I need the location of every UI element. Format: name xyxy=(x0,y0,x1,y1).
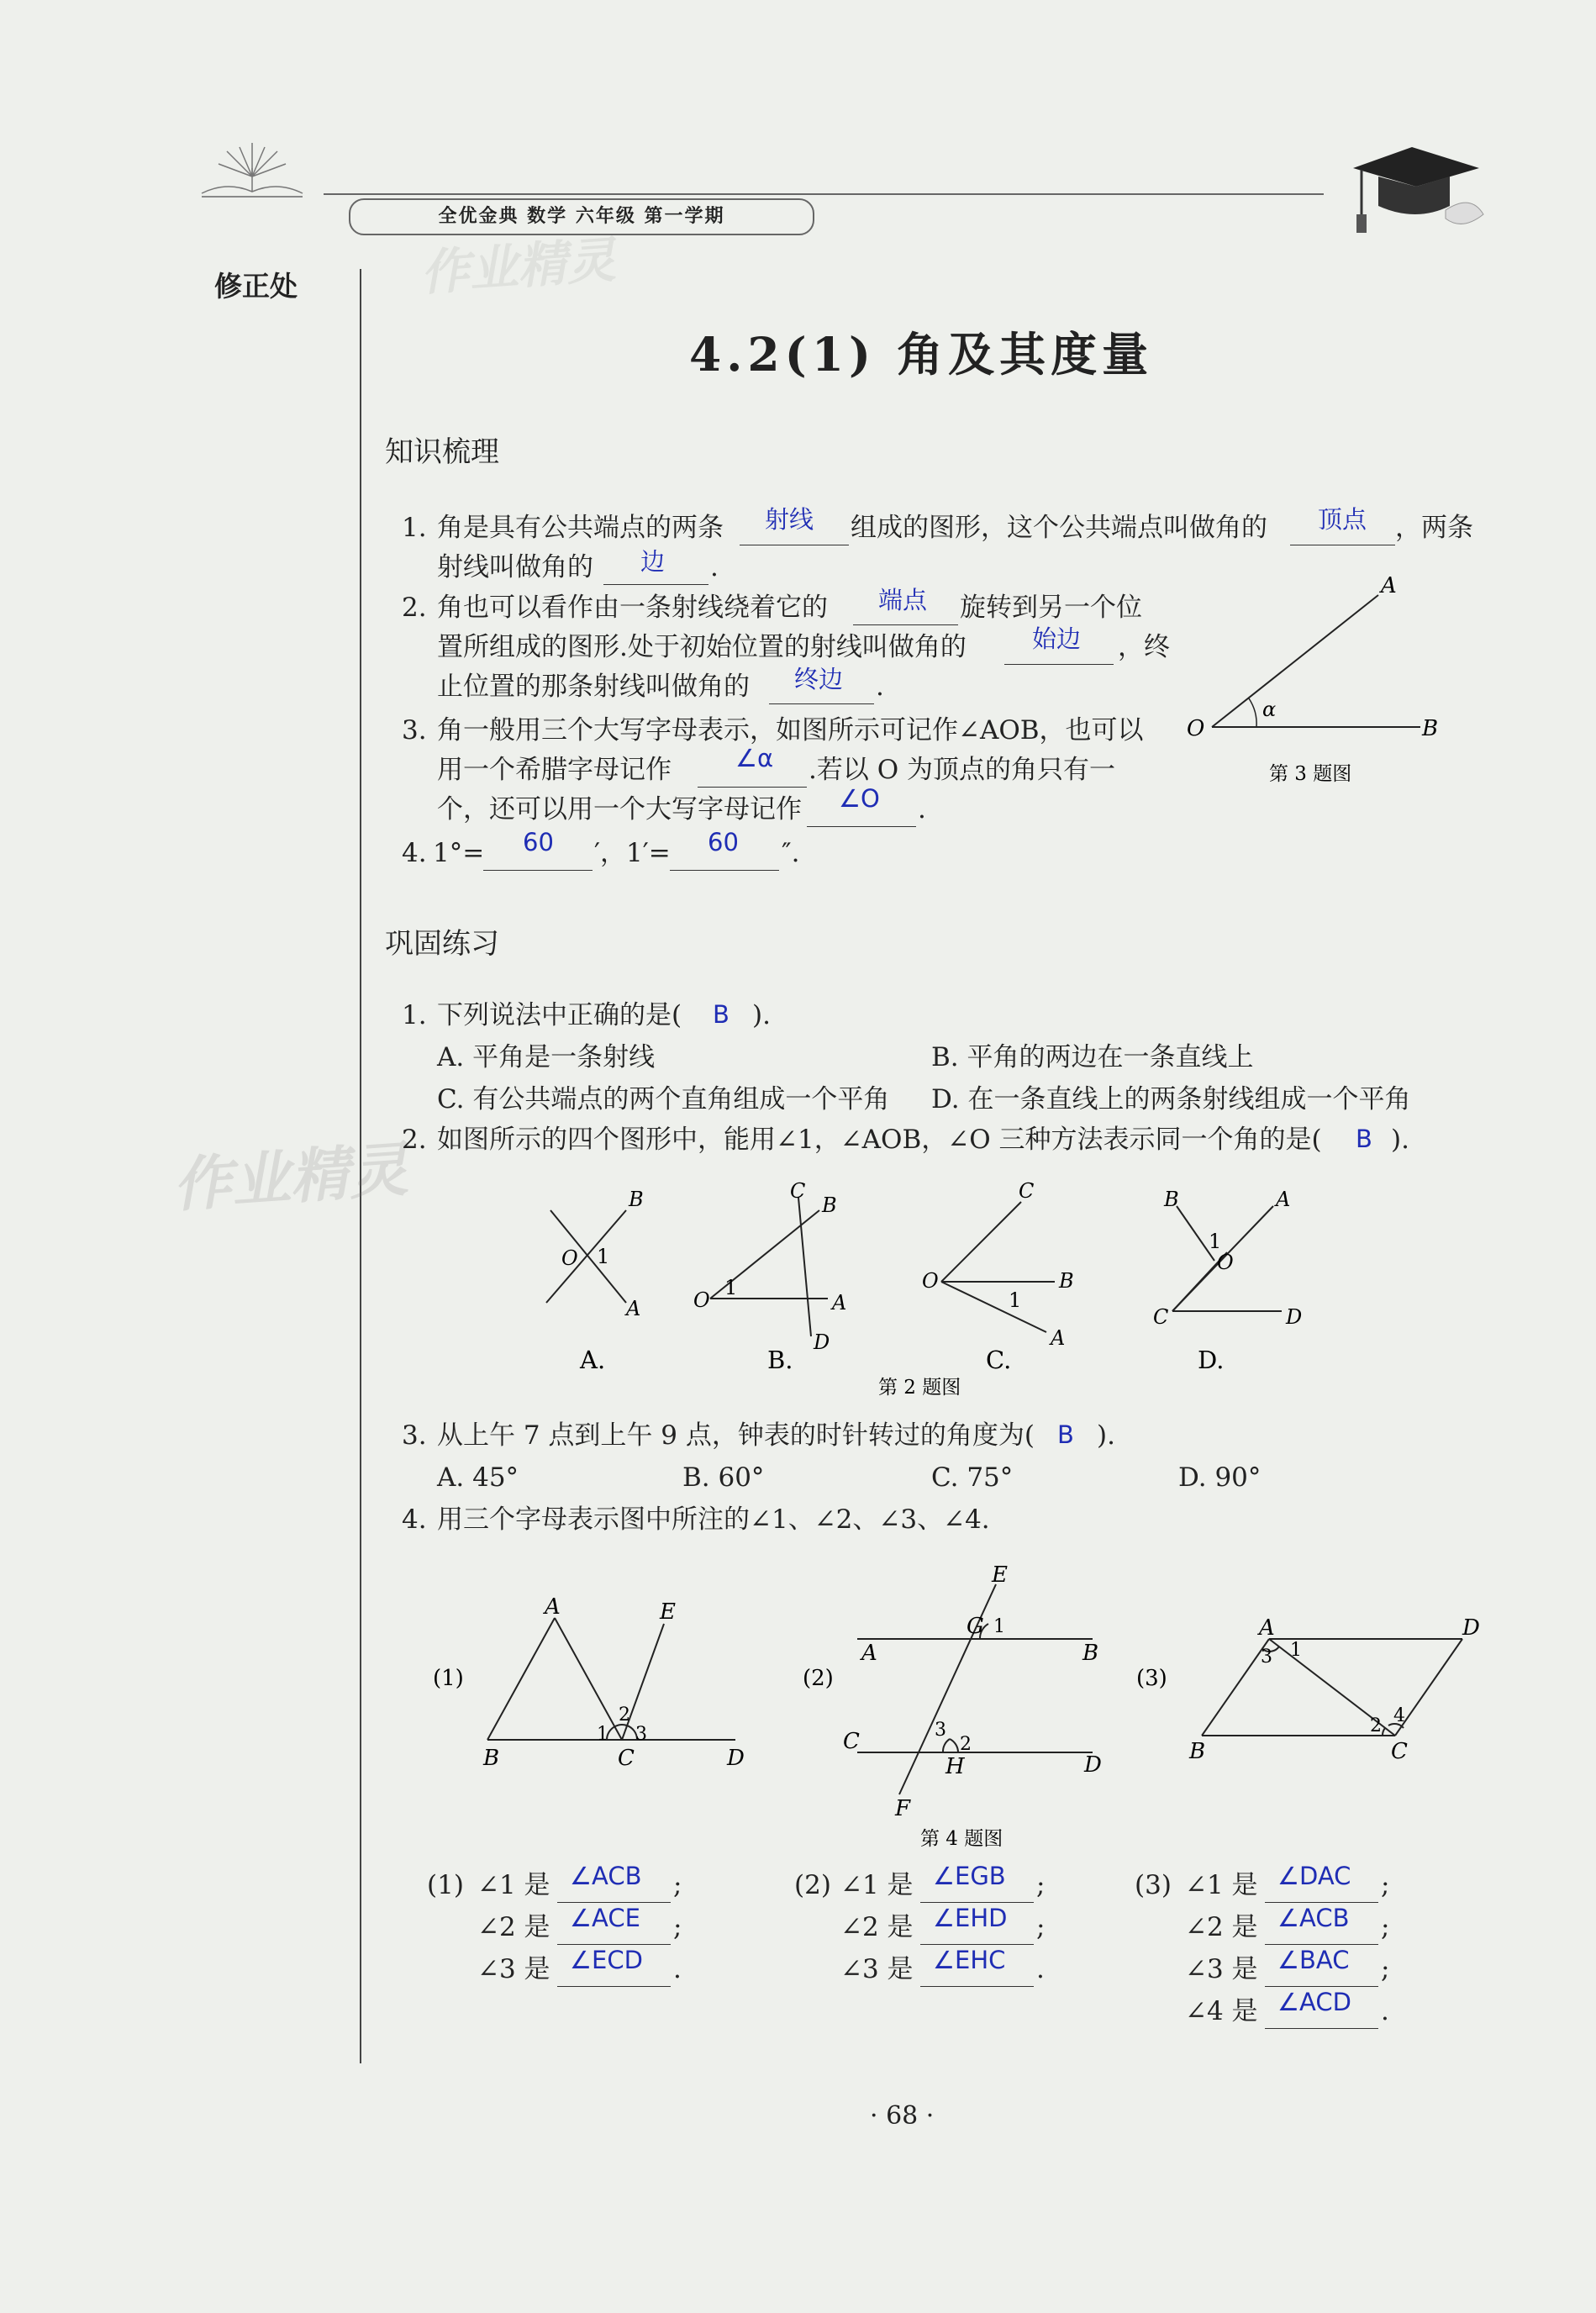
answer-label: ∠1 是 xyxy=(1185,1870,1258,1900)
fig-label: B xyxy=(1422,716,1439,741)
fig-tag: (2) xyxy=(803,1666,834,1691)
fig-letter: A xyxy=(626,1297,641,1320)
question-number: 3. xyxy=(402,715,427,746)
fig-letter: 1 xyxy=(1009,1288,1022,1312)
question-text: 置所组成的图形.处于初始位置的射线叫做角的 xyxy=(437,632,967,662)
figure-q2 xyxy=(504,1177,1345,1404)
handwritten-answer: ∠α xyxy=(735,744,774,772)
fig-option-label: A. xyxy=(580,1346,606,1374)
fig-letter: 4 xyxy=(1393,1705,1405,1726)
handwritten-answer: ∠ACE xyxy=(570,1904,640,1932)
answer-label: ∠4 是 xyxy=(1185,1996,1258,2026)
question-number: 2. xyxy=(402,1125,427,1155)
handwritten-answer: 终边 xyxy=(794,665,844,693)
fig-letter: D xyxy=(1462,1615,1480,1641)
answer-blank xyxy=(483,870,593,871)
answer-label: ∠1 是 xyxy=(477,1870,550,1900)
option-b: B. 平角的两边在一条直线上 xyxy=(931,1042,1254,1072)
fig-letter: A xyxy=(1259,1615,1275,1641)
question-text: 用三个字母表示图中所注的∠1、∠2、∠3、∠4. xyxy=(437,1504,990,1535)
answer-end: . xyxy=(1381,1996,1389,2026)
question-text: 从上午 7 点到上午 9 点，钟表的时针转过的角度为( xyxy=(437,1420,1035,1451)
figure-q3 xyxy=(1177,572,1462,790)
question-number: 1. xyxy=(402,1000,427,1030)
question-text: 角一般用三个大写字母表示，如图所示可记作∠AOB，也可以 xyxy=(437,715,1144,746)
fig-letter: C xyxy=(1019,1179,1035,1203)
answer-group-tag: (1) xyxy=(427,1870,464,1900)
handwritten-answer: ∠O xyxy=(839,784,880,813)
fig-letter: E xyxy=(992,1562,1008,1588)
answer-end: ; xyxy=(1381,1954,1390,1984)
fig-letter: 2 xyxy=(1370,1715,1382,1736)
handwritten-answer: ∠ACB xyxy=(1277,1904,1350,1932)
fig-tag: (1) xyxy=(433,1666,464,1691)
page-number: · 68 · xyxy=(870,2101,935,2131)
option-a: A. 平角是一条射线 xyxy=(437,1042,656,1072)
fig-letter: 3 xyxy=(935,1720,946,1741)
option-a: A. 45° xyxy=(437,1462,519,1493)
fig-letter: D xyxy=(814,1330,830,1354)
fig-option-label: C. xyxy=(986,1346,1012,1374)
fig-letter: B xyxy=(1164,1188,1179,1211)
fig-letter: D xyxy=(727,1746,745,1771)
header-rule-left xyxy=(202,196,303,198)
fig-letter: O xyxy=(922,1269,939,1293)
answer-group-tag: (3) xyxy=(1135,1870,1172,1900)
fig-label: α xyxy=(1262,698,1277,721)
answer-blank xyxy=(1265,2028,1378,2029)
fig-letter: A xyxy=(861,1641,877,1666)
fig-label: A xyxy=(1381,573,1397,598)
question-text: 1°= xyxy=(433,838,485,868)
handwritten-answer: 顶点 xyxy=(1318,505,1367,534)
option-d: D. 90° xyxy=(1178,1462,1262,1493)
handwritten-answer: 60 xyxy=(523,828,554,856)
fig-letter: 1 xyxy=(993,1616,1005,1637)
answer-blank xyxy=(1265,1986,1378,1987)
fig-letter: 1 xyxy=(597,1724,608,1745)
fig-letter: G xyxy=(967,1614,984,1639)
question-text: 止位置的那条射线叫做角的 xyxy=(437,672,750,702)
answer-blank xyxy=(807,826,916,827)
fig-letter: C xyxy=(1153,1305,1169,1329)
handwritten-answer: ∠ACD xyxy=(1277,1988,1351,2016)
answer-blank xyxy=(1265,1944,1378,1945)
handwritten-answer: 边 xyxy=(640,547,666,576)
fig-tag: (3) xyxy=(1136,1666,1167,1691)
question-number: 3. xyxy=(402,1420,427,1451)
question-number: 4. xyxy=(402,1504,427,1535)
fig-letter: B xyxy=(1059,1269,1074,1293)
question-text: 个，还可以用一个大写字母记作 xyxy=(437,794,802,825)
fig-letter: F xyxy=(895,1796,911,1821)
fig-option-label: D. xyxy=(1198,1346,1225,1374)
option-b: B. 60° xyxy=(682,1462,765,1493)
answer-blank xyxy=(698,787,807,788)
question-text: 旋转到另一个位 xyxy=(960,593,1142,623)
margin-label: 修正处 xyxy=(214,270,298,303)
figure-caption: 第 2 题图 xyxy=(878,1377,961,1399)
question-text: ). xyxy=(752,1000,771,1030)
watermark: 作业精灵 xyxy=(419,230,618,302)
answer-end: ; xyxy=(1381,1912,1390,1942)
fig-letter: A xyxy=(1276,1188,1291,1211)
question-text: 下列说法中正确的是( xyxy=(437,1000,682,1030)
question-text: 组成的图形，这个公共端点叫做角的 xyxy=(851,513,1267,543)
answer-blank xyxy=(769,703,874,704)
question-text: ′，1′= xyxy=(594,838,671,868)
handwritten-answer: ∠BAC xyxy=(1277,1946,1350,1974)
handwritten-answer: B xyxy=(1356,1125,1372,1153)
fig-option-label: B. xyxy=(767,1346,793,1374)
answer-group-tag: (2) xyxy=(794,1870,831,1900)
handwritten-answer: ∠EHD xyxy=(933,1904,1008,1932)
handwritten-answer: 端点 xyxy=(878,586,928,614)
answer-end: . xyxy=(1036,1954,1045,1984)
fig-letter: D xyxy=(1084,1752,1102,1778)
answer-blank xyxy=(1265,1902,1378,1903)
section-heading: 巩固练习 xyxy=(385,927,499,961)
figure-caption: 第 3 题图 xyxy=(1269,763,1352,785)
fig-letter: O xyxy=(1217,1251,1234,1274)
fig-letter: 2 xyxy=(619,1704,630,1726)
handwritten-answer: 始边 xyxy=(1032,624,1082,653)
book-logo-icon xyxy=(193,143,311,202)
answer-blank xyxy=(1004,664,1114,665)
fig-letter: A xyxy=(1051,1326,1066,1350)
fig-letter: 1 xyxy=(597,1245,610,1268)
answer-blank xyxy=(557,1986,671,1987)
fig-letter: E xyxy=(660,1599,676,1625)
question-text: 用一个希腊字母记作 xyxy=(437,755,672,785)
fig-letter: A xyxy=(545,1594,561,1620)
handwritten-answer: ∠ECD xyxy=(570,1946,643,1974)
fig-letter: C xyxy=(790,1179,806,1203)
handwritten-answer: ∠DAC xyxy=(1277,1862,1351,1890)
header-rule xyxy=(324,193,1324,195)
fig-letter: 1 xyxy=(724,1276,738,1299)
answer-end: ; xyxy=(1036,1912,1046,1942)
answer-blank xyxy=(670,870,779,871)
figure-q4 xyxy=(420,1555,1496,1849)
question-text: ). xyxy=(1391,1125,1409,1155)
handwritten-answer: ∠ACB xyxy=(570,1862,642,1890)
fig-letter: 1 xyxy=(1209,1230,1222,1253)
question-text: 射线叫做角的 xyxy=(437,552,593,582)
question-text: ，两条 xyxy=(1395,513,1473,543)
page-title: 4.2(1) 角及其度量 xyxy=(689,327,1154,382)
question-number: 4. xyxy=(402,838,427,868)
answer-blank xyxy=(920,1944,1034,1945)
fig-letter: C xyxy=(843,1729,860,1754)
option-c: C. 75° xyxy=(931,1462,1014,1493)
fig-letter: B xyxy=(1082,1641,1099,1666)
option-c: C. 有公共端点的两个直角组成一个平角 xyxy=(437,1084,890,1114)
question-number: 2. xyxy=(402,593,427,623)
fig-letter: B xyxy=(822,1193,837,1217)
handwritten-answer: ∠EHC xyxy=(933,1946,1006,1974)
section-heading: 知识梳理 xyxy=(385,435,499,469)
question-text: 如图所示的四个图形中，能用∠1，∠AOB，∠O 三种方法表示同一个角的是( xyxy=(437,1125,1322,1155)
fig-label: O xyxy=(1187,716,1205,741)
answer-blank xyxy=(557,1902,671,1903)
fig-letter: C xyxy=(1391,1739,1408,1764)
fig-letter: O xyxy=(693,1288,710,1312)
graduation-cap-icon xyxy=(1345,134,1488,244)
answer-label: ∠3 是 xyxy=(1185,1954,1258,1984)
answer-end: ; xyxy=(1381,1870,1390,1900)
book-title: 全优金典 数学 六年级 第一学期 xyxy=(438,206,725,227)
fig-letter: B xyxy=(629,1188,644,1211)
fig-letter: 2 xyxy=(960,1734,972,1755)
fig-letter: A xyxy=(832,1291,847,1315)
question-text: .若以 O 为顶点的角只有一 xyxy=(809,755,1115,785)
fig-letter: C xyxy=(618,1746,635,1771)
answer-label: ∠2 是 xyxy=(477,1912,550,1942)
question-text: ). xyxy=(1097,1420,1115,1451)
handwritten-answer: 射线 xyxy=(765,505,814,534)
answer-label: ∠3 是 xyxy=(840,1954,914,1984)
watermark: 作业精灵 xyxy=(170,1135,410,1220)
answer-end: ; xyxy=(1036,1870,1046,1900)
question-text: ″. xyxy=(782,838,800,868)
question-text: . xyxy=(876,672,884,702)
question-text: . xyxy=(710,552,719,582)
fig-letter: 3 xyxy=(1261,1646,1272,1668)
option-d: D. 在一条直线上的两条射线组成一个平角 xyxy=(931,1084,1411,1114)
answer-blank xyxy=(853,624,958,625)
fig-letter: 1 xyxy=(1290,1640,1302,1661)
fig-letter: D xyxy=(1286,1305,1303,1329)
handwritten-answer: B xyxy=(1057,1420,1074,1449)
answer-label: ∠1 是 xyxy=(840,1870,914,1900)
question-number: 1. xyxy=(402,513,427,543)
question-text: . xyxy=(918,794,926,825)
answer-end: ; xyxy=(673,1912,682,1942)
fig-letter: B xyxy=(1189,1739,1206,1764)
handwritten-answer: B xyxy=(713,1000,730,1029)
answer-blank xyxy=(920,1902,1034,1903)
handwritten-answer: ∠EGB xyxy=(933,1862,1006,1890)
figure-caption: 第 4 题图 xyxy=(920,1828,1003,1849)
answer-blank xyxy=(557,1944,671,1945)
fig-letter: 3 xyxy=(635,1724,647,1745)
answer-blank xyxy=(920,1986,1034,1987)
question-text: ，终 xyxy=(1118,632,1170,662)
answer-blank xyxy=(603,584,708,585)
answer-end: ; xyxy=(673,1870,682,1900)
question-text: 角也可以看作由一条射线绕着它的 xyxy=(437,593,828,623)
handwritten-answer: 60 xyxy=(708,828,739,856)
fig-letter: B xyxy=(483,1746,500,1771)
answer-label: ∠2 是 xyxy=(1185,1912,1258,1942)
fig-letter: H xyxy=(945,1754,965,1779)
answer-label: ∠3 是 xyxy=(477,1954,550,1984)
fig-letter: O xyxy=(561,1246,578,1270)
question-text: 角是具有公共端点的两条 xyxy=(437,513,724,543)
answer-label: ∠2 是 xyxy=(840,1912,914,1942)
answer-end: . xyxy=(673,1954,682,1984)
